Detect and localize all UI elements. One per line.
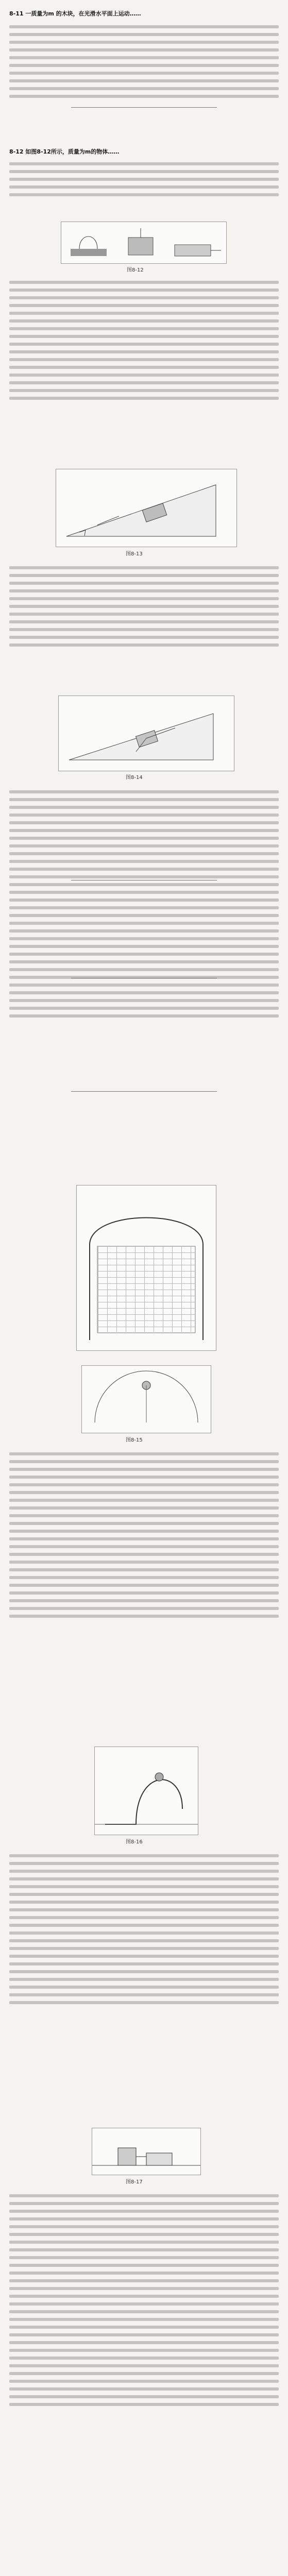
figure [56, 469, 237, 547]
loop-track-figure [95, 1747, 198, 1835]
problem-title: 8-12 如图8-12所示，质量为m的物体…… [9, 148, 120, 155]
text-block [9, 786, 279, 1177]
figure-caption: 图8-14 [126, 775, 143, 781]
figure-caption: 图8-16 [126, 1839, 143, 1845]
text-block [9, 1448, 279, 1736]
figure [61, 222, 227, 264]
blocks-figure [92, 2128, 200, 2175]
figure-caption: 图8-17 [126, 2179, 143, 2185]
brick-pattern [98, 1246, 195, 1332]
equation-line [71, 871, 217, 880]
text-block [9, 21, 279, 139]
text-block [9, 158, 279, 219]
equation-line [71, 969, 217, 978]
figure [76, 1185, 216, 1351]
figure-caption: 图8-12 [127, 267, 144, 273]
equation-line [71, 98, 217, 108]
text-block [9, 276, 279, 462]
figure [94, 1747, 198, 1835]
figure [81, 1365, 211, 1433]
circle-figure [82, 1366, 211, 1433]
text-block [9, 562, 279, 690]
figure-svg [61, 222, 226, 263]
figure-caption: 图8-15 [126, 1437, 143, 1443]
incline-figure [56, 469, 236, 547]
text-block [9, 1850, 279, 2117]
incline-figure [59, 696, 234, 771]
problem-title: 8-11 一质量为m 的木块，在光滑水平面上运动…… [9, 10, 141, 17]
figure-caption: 图8-13 [126, 551, 143, 557]
text-block [9, 2190, 279, 2561]
equation-line [71, 1082, 217, 1092]
figure [92, 2128, 201, 2175]
figure [58, 696, 234, 771]
